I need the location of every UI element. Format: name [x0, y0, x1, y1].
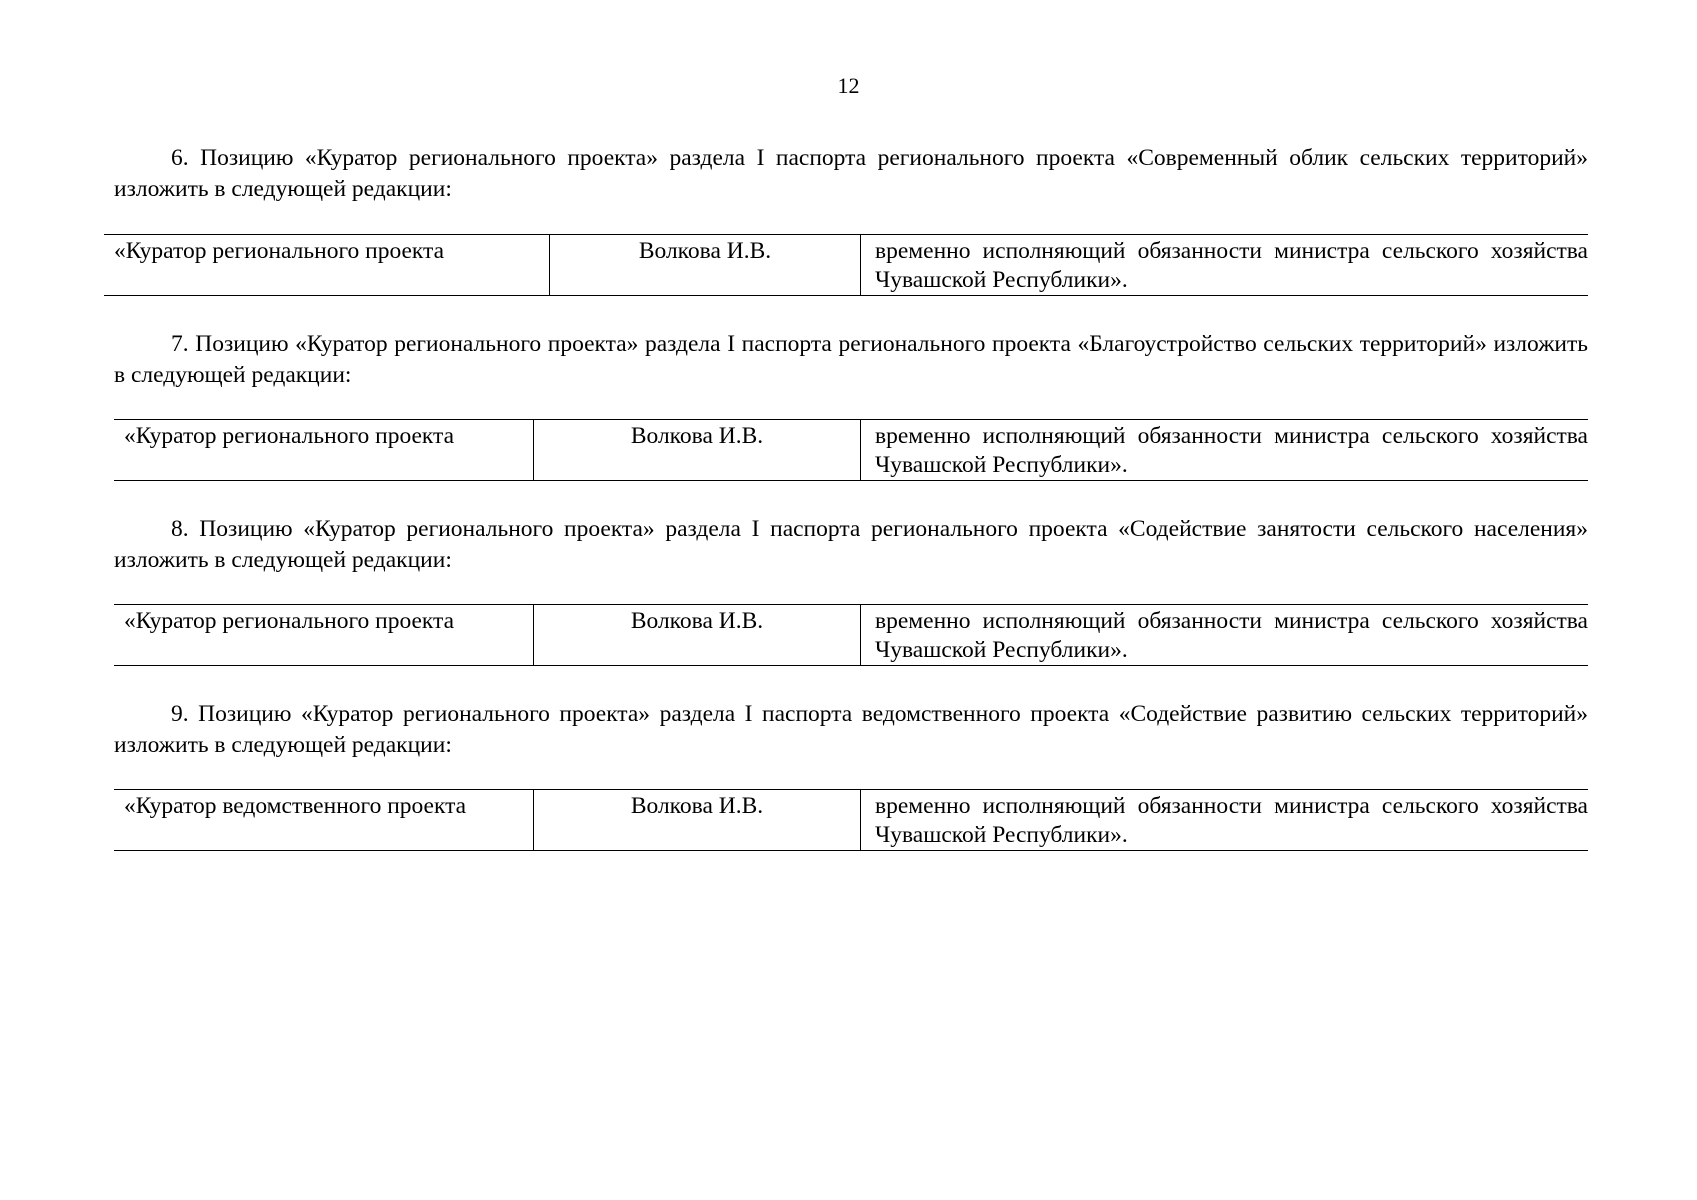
- title-cell: временно исполняющий обязанности министра сельского хозяйства Чувашской Республики».: [875, 793, 1588, 848]
- page-number: 12: [837, 73, 860, 98]
- position-table-row: [114, 604, 1588, 666]
- position-table-row: [114, 789, 1588, 851]
- position-cell: «Куратор регионального проекта: [114, 420, 534, 480]
- position-cell: «Куратор ведомственного проекта: [114, 790, 534, 850]
- title-cell: временно исполняющий обязанности министра сельского хозяйства Чувашской Республики».: [875, 608, 1588, 663]
- title-cell: временно исполняющий обязанности министра сельского хозяйства Чувашской Республики».: [875, 238, 1588, 293]
- position-table-row: [104, 234, 1588, 296]
- position-cell: «Куратор регионального проекта: [104, 235, 550, 295]
- amendment-paragraph: 9. Позицию «Куратор регионального проекта» раздела I паспорта ведомственного проекта «Содействие развитию сельских территорий» изложить в следующей редакции:: [114, 701, 1588, 758]
- title-cell: временно исполняющий обязанности министра сельского хозяйства Чувашской Республики».: [875, 423, 1588, 478]
- person-cell: Волкова И.В.: [534, 605, 861, 665]
- amendment-paragraph: 8. Позицию «Куратор регионального проекта» раздела I паспорта регионального проекта «Содействие занятости сельского населения» изложить в следующей редакции:: [114, 516, 1588, 573]
- amendment-paragraph: 6. Позицию «Куратор регионального проекта» раздела I паспорта регионального проекта «Современный облик сельских территорий» изложить в следующей редакции:: [114, 145, 1588, 202]
- person-cell: Волкова И.В.: [550, 235, 861, 295]
- position-table-row: [114, 419, 1588, 481]
- person-cell: Волкова И.В.: [534, 420, 861, 480]
- person-cell: Волкова И.В.: [534, 790, 861, 850]
- amendment-paragraph: 7. Позицию «Куратор регионального проекта» раздела I паспорта регионального проекта «Благоустройство сельских территорий» изложить в следующей редакции:: [114, 331, 1588, 388]
- position-cell: «Куратор регионального проекта: [114, 605, 534, 665]
